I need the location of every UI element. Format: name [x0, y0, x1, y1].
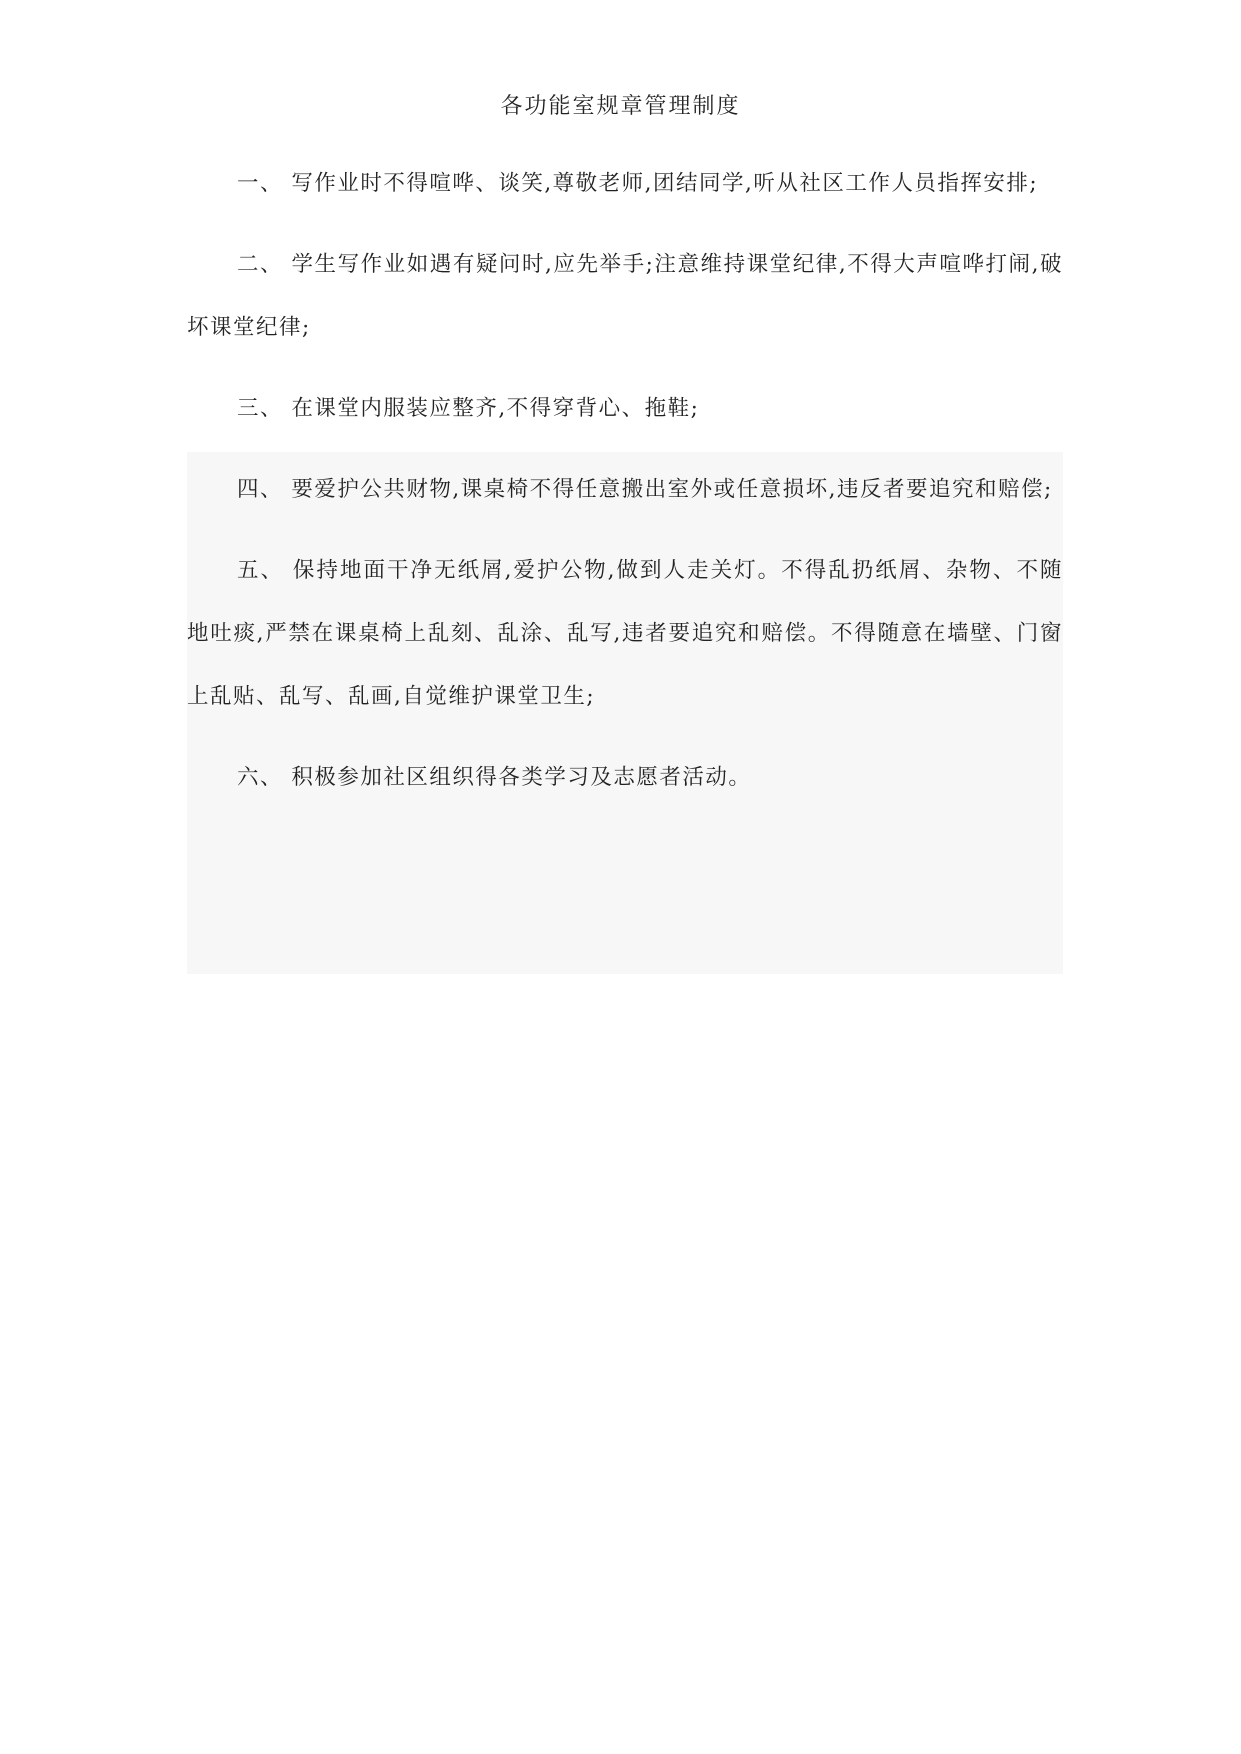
- paragraph-gap: [187, 521, 1063, 539]
- paragraph-gap: [187, 359, 1063, 377]
- rule-5: 五、 保持地面干净无纸屑,爱护公物,做到人走关灯。不得乱扔纸屑、杂物、不随地吐痰,严禁在课桌椅上乱刻、乱涂、乱写,违者要追究和赔偿。不得随意在墙壁、门窗上乱贴、乱写、乱画,自觉维护课堂卫生;: [187, 558, 1063, 709]
- rule-6: 六、 积极参加社区组织得各类学习及志愿者活动。: [237, 765, 752, 790]
- paragraph-gap: [187, 215, 1063, 233]
- paragraph-gap: [187, 728, 1063, 746]
- rule-1: 一、 写作业时不得喧哗、谈笑,尊敬老师,团结同学,听从社区工作人员指挥安排;: [237, 171, 1039, 196]
- rule-4: 四、 要爱护公共财物,课桌椅不得任意搬出室外或任意损坏,违反者要追究和赔偿;: [237, 477, 1053, 502]
- rules-list: [187, 152, 1063, 809]
- rule-2: 二、 学生写作业如遇有疑问时,应先举手;注意维持课堂纪律,不得大声喧哗打闹,破坏课堂纪律;: [187, 252, 1063, 340]
- paragraph-gap: [187, 440, 1063, 458]
- rule-3: 三、 在课堂内服装应整齐,不得穿背心、拖鞋;: [237, 396, 700, 421]
- document-title: 各功能室规章管理制度: [500, 94, 741, 119]
